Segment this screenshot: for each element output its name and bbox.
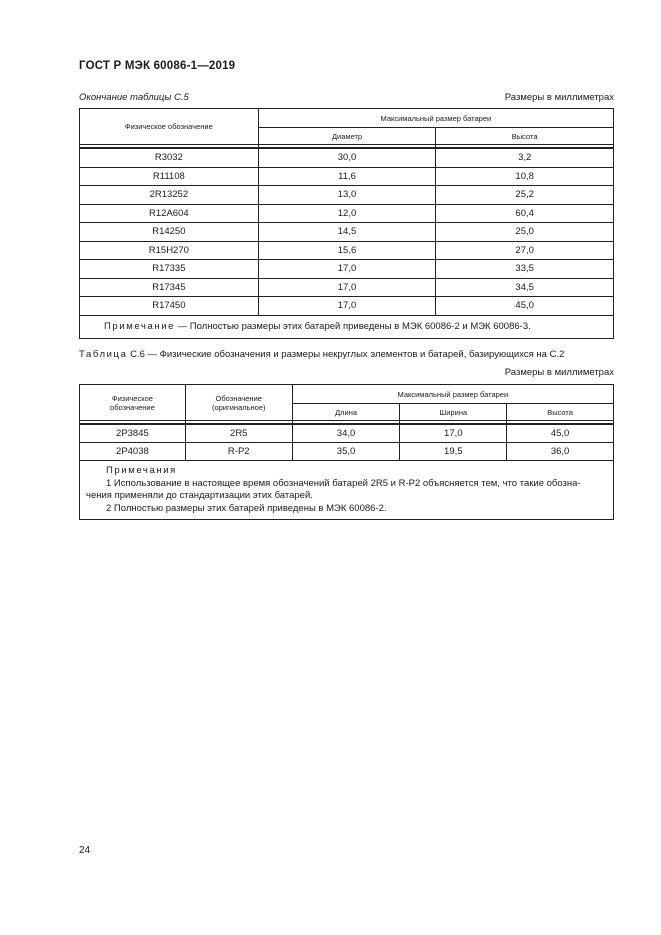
col-header-length: Длина [292, 404, 400, 421]
table-row: 2R13252 13,0 25,2 [80, 186, 614, 205]
table-c5 [79, 108, 614, 339]
table-row: R11108 11,6 10,8 [80, 167, 614, 186]
col-header-designation: Физическое обозначение [80, 109, 259, 145]
table-c6 [79, 384, 614, 520]
table-row: 2P3845 2R5 34,0 17,0 45,0 [80, 424, 614, 443]
col-header-diameter: Диаметр [258, 128, 436, 145]
table-row: 2P4038 R-P2 35,0 19,5 36,0 [80, 443, 614, 461]
col-header-designation: Физическое обозначение [80, 385, 186, 421]
col-header-height: Высота [436, 128, 614, 145]
table-row: R3032 30,0 3,2 [80, 148, 614, 167]
col-header-max-size: Максимальный размер батареи [258, 109, 613, 128]
table-row: R17345 17,0 34,5 [80, 278, 614, 297]
col-header-original: Обозначение (оригинальное) [185, 385, 292, 421]
table-row: R17335 17,0 33,5 [80, 260, 614, 279]
notes-label: Примечания [106, 465, 177, 476]
note-2: 2 Полностью размеры этих батарей приведены в МЭК 60086-2. [106, 502, 387, 514]
table6-notes [80, 461, 614, 520]
table6-title [79, 349, 564, 360]
table6-title-text: С.6 — Физические обозначения и размеры некруглых элементов и батарей, базирующихся на С.2 [130, 349, 565, 360]
table5-units: Размеры в миллиметрах [504, 92, 614, 103]
table6-units: Размеры в миллиметрах [504, 367, 614, 378]
col-header-width: Ширина [400, 404, 507, 421]
document-header: ГОСТ Р МЭК 60086-1—2019 [79, 60, 236, 72]
col-header-max-size: Максимальный размер батареи [292, 385, 613, 404]
table6-title-label: Таблица [79, 349, 128, 360]
note-1-continuation: чения применяли до стандартизации этих батарей. [86, 490, 313, 501]
note-label: Примечание [104, 321, 175, 332]
table-row: R14250 14,5 25,0 [80, 223, 614, 242]
table-row: R12A604 12,0 60,4 [80, 204, 614, 223]
table-row: R17450 17,0 45,0 [80, 297, 614, 316]
note-1: 1 Использование в настоящее время обозначений батарей 2R5 и R-P2 объясняется тем, что такие обозна- [106, 477, 581, 489]
table5-note [80, 315, 614, 338]
table-row: R15H270 15,6 27,0 [80, 241, 614, 260]
note-text: — Полностью размеры этих батарей приведены в МЭК 60086-2 и МЭК 60086-3. [177, 321, 531, 332]
page-number: 24 [79, 845, 91, 856]
table5-caption: Окончание таблицы С.5 [79, 92, 189, 103]
col-header-height: Высота [507, 404, 614, 421]
